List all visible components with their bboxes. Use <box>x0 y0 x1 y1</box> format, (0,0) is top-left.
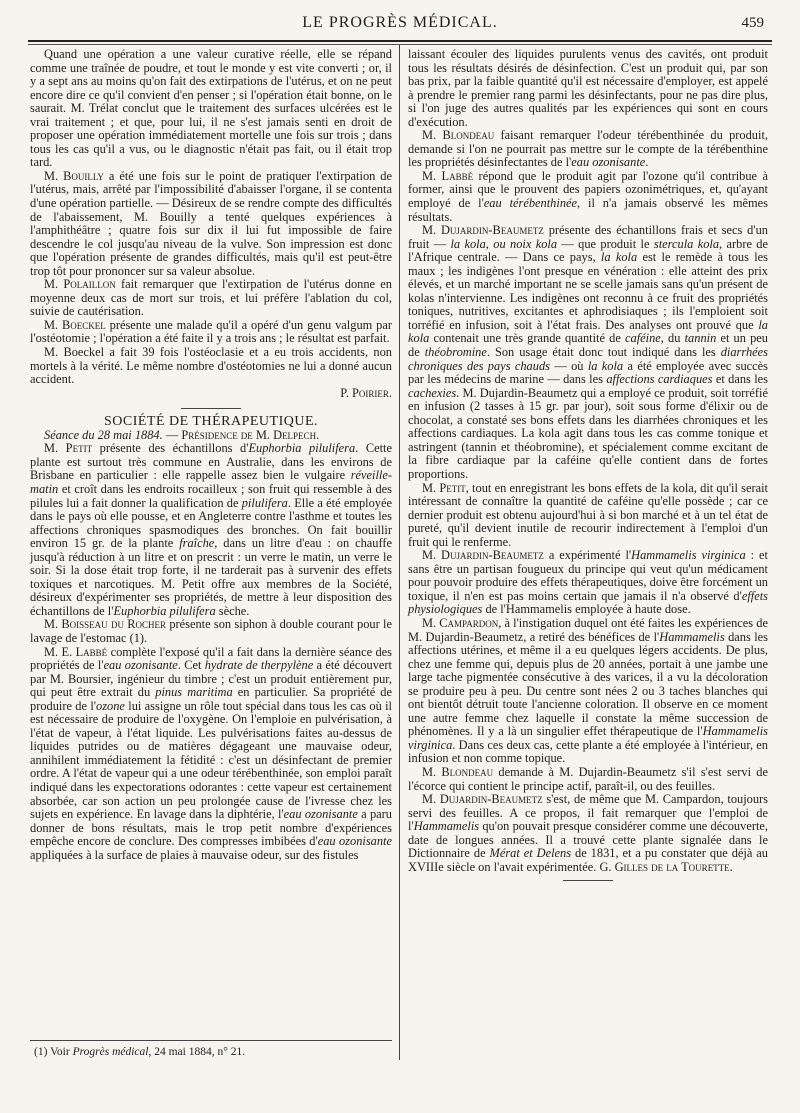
paragraph <box>30 278 392 319</box>
text-run: dans les affections utérines, et même il a eu quelques légers accidents. De plus, chez une femme qui, depuis plus de 20 années, portait à une jambe une large tache pigmentée consécutive à des varices, il a vu la décoloration se produire peu à peu. Du centre sont nées 2 ou 3 taches blanches qui ont bientôt détruit toute l'ancienne coloration. Il observe en ce moment une autre femme chez laquelle il constate la même succession de phénomènes. Il y a là un singulier effet thérapeutique de l' <box>408 629 768 739</box>
speaker-name: M. Petit <box>44 441 93 456</box>
text-run: et dans les <box>712 372 768 387</box>
paragraph <box>408 224 768 481</box>
italic-term: théobromine <box>424 345 487 360</box>
text-run: , dans un litre d'eau : on chauffe jusqu'à réduction à un litre et on prescrit : un verre le matin, un verre le soir. Si la dose était trop forte, il ne tarderait pas à survenir des effets toxiques et narcotiques. M. Petit offre aux membres de la Société, désireux d'expérimenter ses propriétés, de mettre à leur disposition des échantillons de l' <box>30 536 392 618</box>
paragraph-text: fait remarquer que l'extirpation de l'utérus donne en moyenne deux cas de mort sur trois, et lui préfère l'ablation du col, suivie de cautérisation. <box>30 277 392 319</box>
footnote <box>34 1046 394 1058</box>
text-run: . Cette plante est surtout très commune en Australie, dans les environs de Brisbane en particulier : elle rappelle assez bien le vulgaire <box>30 441 392 483</box>
italic-term: eau térébenthinée <box>483 196 578 211</box>
text-run: faisant remarquer l'odeur térébenthinée du produit, demande si l'on ne pourrait pas mettre sur le compte de la térébenthine les propriétés désinfectantes de l' <box>408 128 768 170</box>
right-column <box>408 48 768 881</box>
italic-term: eau ozonisante <box>283 807 358 822</box>
text-run: , à l'instigation duquel ont été faites les expériences de M. Dujardin-Beaumetz, a retiré des bénéfices de l' <box>408 615 768 644</box>
text-run: . Son usage était donc tout indiqué dans les <box>486 345 721 360</box>
speaker-name: M. Labbé <box>422 168 474 183</box>
text-run: a été découvert par M. Boursier, ingénieur du timbre ; c'est un produit entièrement pur, qui peut être extrait du <box>30 658 392 700</box>
text-run: de 1831, et a pu constater que déjà au XVIIIe siècle on l'avait expérimentée. <box>408 846 768 874</box>
text-run: a paru donner de bons résultats, mais le trop petit nombre d'expériences empêche encore de conclure. Des compresses imbibées d' <box>30 807 392 849</box>
speaker-name: M. Bouilly <box>44 168 104 183</box>
paragraph: Quand une opération a une valeur curative réelle, elle se répand comme une traînée de poudre, et tout le monde y est vite converti ; or, il y a sept ans au moins qu'on fait des extirpations de l'utérus, et on ne peut encore dire ce qu'il convient d'en penser ; si l'opération était bonne, on le saurait. M. Trélat conclut que le traitement des surfaces ulcérées est le vrai traitement ; et que, pour lui, il ne s'est jamais senti en droit de proposer une opération immédiatement mortelle une fois sur trois ; dans tous les cas qu'il a vus, ou le diagnostic n'était pas fait, ou il était trop tard. <box>30 47 392 170</box>
text-run: présente des échantillons d' <box>92 441 249 456</box>
speaker-name: M. Blondeau <box>422 128 495 143</box>
text-run: a expérimenté l' <box>543 548 632 563</box>
text-run: (1) Voir <box>34 1046 73 1058</box>
paragraph <box>408 549 768 617</box>
header-rule-thin <box>28 44 772 45</box>
italic-term: Progrès médical <box>72 1046 149 1058</box>
italic-term: pinus maritima <box>155 685 233 700</box>
text-run: et croît dans les endroits rocailleux ; son fruit qui ressemble à des pilules lui a fait donner la qualification de <box>30 481 392 510</box>
italic-term: la kola <box>600 250 638 265</box>
text-run: . Dans ces deux cas, cette plante a été employée à l'intérieur, en infusion et non comme topique. <box>408 737 768 766</box>
italic-term: Hammamelis virginica <box>631 548 746 563</box>
page-header <box>28 14 772 40</box>
italic-term: Euphorbia pilulifera <box>113 603 216 618</box>
paragraph <box>408 482 768 550</box>
italic-term: cachexies <box>408 385 457 400</box>
journal-title: LE PROGRÈS MÉDICAL. <box>302 14 498 31</box>
italic-term: la kola, ou noix kola <box>450 236 558 251</box>
italic-term: caféine <box>625 331 661 346</box>
paragraph <box>30 646 392 863</box>
paragraph: laissant écouler des liquides purulents venus des cavités, ont produit tous les résultats désirés de désinfection. C'est un produit qui, par son bas prix, par la faible quantité qu'il est nécessaire d'employer, est appelé à prendre le premier rang parmi les désinfectants, pour ne pas dire plus, si l'on juge des autres qualités par les expériences qui sont en cours d'exécution. <box>408 47 768 129</box>
text-run: lui assigne un rôle tout spécial dans tous les cas où il est nécessaire de produire de l'oxygène. On l'emploie en pulvérisation, à l'état de vapeur, à l'état liquide. Les pulvérisations faites au-dessus de liquides putrides ou de matières dégageant une mauvaise odeur, annihilent immédiatement la fétidité : c'est un désinfectant de premier ordre. A l'état de vapeur qui a une odeur térébenthinée, son emploi paraît indiqué dans les expectorations odorantes : cette vapeur est certainement absorbée, car son action un peu prolongée cause de l'ivresse chez les sujets en expérience. En lavage dans la diphtérie, l' <box>30 698 392 822</box>
session-line <box>30 429 392 443</box>
speaker-name: M. Petit <box>422 480 466 495</box>
text-run: . Elle a été employée dans le pays où elle pousse, et en Angleterre contre l'asthme et toutes les affections chroniques spasmodiques des bronches. On fait bouillir environ 15 gr. de la plante <box>30 495 392 551</box>
italic-term: eau ozonisante <box>317 834 392 849</box>
text-run: , tout en enregistrant les bons effets de la kola, dit qu'il serait intéressant de connaître la quantité de caféine qu'elle possède ; car ce dernier produit est obtenu aujourd'hui à si bon marché et à un tel état de pureté, qu'il devient inutile de recourir indirectement à l'emploi d'un fruit qui le renferme. <box>408 480 768 549</box>
header-rule <box>28 40 772 42</box>
speaker-name: M. Polaillon <box>44 277 116 292</box>
paragraph <box>408 766 768 793</box>
italic-term: ozone <box>96 698 125 713</box>
text-run: . M. Dujardin-Beaumetz qui a employé ce produit, soit torréfié en infusion (2 tasses à 15 gr. par jour), soit sous forme d'élixir ou de chocolat, a constaté ses bons effets dans les diarrhées chroniques et les affections cardiaques. La kola agit dans tous les cas comme tonique et astringent (tannin et théobromine), et spécialement comme excitant de la fibre cardiaque par la caféine qu'elle contient dans de fortes proportions. <box>408 385 768 481</box>
italic-term: eau ozonisante <box>571 155 646 170</box>
italic-term: la kola <box>587 358 624 373</box>
italic-term: la kola <box>408 317 768 346</box>
paragraph <box>30 170 392 278</box>
text-run: contenait une très grande quantité de <box>429 331 625 346</box>
text-run: présente des échantillons frais et secs d'un fruit — <box>408 223 769 251</box>
paragraph-text: présente une malade qu'il a opéré d'un genu valgum par l'ostéotomie ; l'opération a été faite il y a trois ans ; le résultat est parfait. <box>30 317 392 346</box>
column-separator <box>399 45 400 1060</box>
paragraph <box>408 617 768 766</box>
italic-term: Mérat et Delens <box>489 846 572 861</box>
paragraph <box>30 442 392 618</box>
text-run: présente son siphon à double courant pour le lavage de l'estomac (1). <box>30 617 392 645</box>
speaker-name: M. Boeckel <box>44 317 106 332</box>
author-signature: G. Gilles de la Tourette. <box>599 859 733 874</box>
author-signature: P. Poirier. <box>340 385 392 400</box>
italic-term: fraîche <box>179 536 215 551</box>
italic-term: hydrate de therpylène <box>204 658 314 673</box>
paragraph <box>30 319 392 346</box>
text-run: complète l'exposé qu'il a fait dans la dernière séance des propriétés de l' <box>30 644 392 673</box>
italic-term: effets physiologiques <box>408 588 768 617</box>
end-divider <box>563 880 613 881</box>
speaker-name: M. E. Labbé <box>44 644 108 659</box>
paragraph-text: a été une fois sur le point de pratiquer l'extirpation de l'utérus, mais, arrêté par l'impossibilité d'abaisser l'organe, il se contenta d'une opération partielle. — Désireux de se rendre compte des difficultés de l'abaissement, M. Bouilly a tenté quelques expériences à l'amphithéâtre ; quatre fois sur dix il lui fut impossible de faire descendre le col jusqu'au niveau de la vulve. Son impression est donc que l'opération présente de grandes difficultés, mais qu'il est peut-être trop tôt pour prononcer sur sa valeur absolue. <box>30 168 392 278</box>
speaker-name: M. Blondeau <box>422 764 494 779</box>
text-run: appliquées à la surface de plaies à mauvaise odeur, sur des fistules <box>30 847 359 862</box>
text-run: demande à M. Dujardin-Beaumetz s'il s'est servi de l'écorce qui contient le principe actif, paraît-il, ou des feuilles. <box>408 764 768 793</box>
italic-term: stercula kola <box>653 236 720 251</box>
italic-term: diarrhées chroniques des pays chauds <box>408 345 768 373</box>
paragraph: M. Boeckel a fait 39 fois l'ostéoclasie et a eu trois accidents, non mortels à la vérité. Le même nombre d'ostéotomies ne lui a donné aucun accident. <box>30 345 392 387</box>
text-run: répond que le produit agit par l'ozone qu'il contribue à former, ainsi que le prouvent des papiers ozonimétriques, et, qu'ayant employé de l' <box>408 168 768 211</box>
section-title: SOCIÉTÉ DE THÉRAPEUTIQUE. <box>103 414 319 430</box>
italic-term: affections cardiaques <box>606 372 713 387</box>
italic-term: pilulifera <box>241 495 288 510</box>
paragraph <box>408 170 768 224</box>
paragraph <box>408 129 768 170</box>
italic-term: Euphorbia pilulifera <box>248 441 356 456</box>
text-run: — où <box>549 358 588 373</box>
italic-term: tannin <box>684 331 717 346</box>
italic-term: réveille-matin <box>30 468 392 496</box>
speaker-name: M. Dujardin-Beaumetz <box>422 792 543 807</box>
italic-term: Hammamelis virginica <box>408 724 768 752</box>
text-run: en particulier. Sa propriété de produire de l' <box>30 685 392 713</box>
text-run: . <box>645 155 649 170</box>
text-run: , du <box>660 331 685 346</box>
paragraph <box>30 618 392 645</box>
text-run: a été employée avec succès par les médecins de marine — dans les <box>408 358 769 387</box>
text-run: et un peu de <box>408 331 768 360</box>
text-run: sèche. <box>215 603 250 618</box>
italic-term: Hammamelis <box>413 819 480 834</box>
speaker-name: M. Dujardin-Beaumetz <box>422 223 544 238</box>
italic-term: Hammamelis <box>659 629 725 644</box>
speaker-name: M. Campardon <box>422 615 499 630</box>
text-run: , arbre de l'Afrique centrale. — Dans ce pays, <box>408 236 768 265</box>
text-run: , 24 mai 1884, n° 21. <box>148 1046 246 1058</box>
footnote-divider <box>30 1040 392 1041</box>
text-run: qu'on pouvait presque considérer comme une découverte, date de longues années. Il a trouvé cette plante signalée dans le Dictionnaire de <box>408 819 768 861</box>
section-divider <box>181 408 241 409</box>
text-run: de l'Hammamelis employée à haute dose. <box>482 602 691 617</box>
session-date: Séance du 28 mai 1884. <box>44 427 163 442</box>
speaker-name: M. Boisseau du Rocher <box>44 617 167 632</box>
italic-term: eau ozonisante <box>103 658 178 673</box>
text-run: . Cet <box>177 658 205 673</box>
text-run: , il n'a jamais observé les mêmes résultats. <box>408 196 769 224</box>
text-run: : et sans être un partisan fougueux du principe qui veut qu'un médicament pour pouvoir produire des effets thérapeutiques, doive être forcément un toxique, il n'en est pas moins certain que jamais il n'a observé d' <box>408 548 768 603</box>
speaker-name: M. Dujardin-Beaumetz <box>422 548 544 563</box>
text-run: s'est, de même que M. Campardon, toujours servi des feuilles. A ce propos, il fait remarquer que l'emploi de l' <box>408 792 768 834</box>
presidency: — Présidence de M. Delpech. <box>162 427 320 442</box>
text-run: est le remède à tous les maux ; les indigènes l'ont presque en vénération : elle atteint des prix élevés, et un marché important ne se scelle jamais sans qu'un présent de kolas n'intervienne. Les indigènes ont reconnu à ce fruit des propriétés toniques, nutritives, excitantes et aphrodisiaques ; ils l'emploient soit torréfié en infusion, soit à l'état frais. Des analyses ont prouvé que <box>408 250 769 332</box>
page-number: 459 <box>741 15 764 31</box>
paragraph <box>408 793 768 874</box>
text-run: — que produit le <box>557 236 654 251</box>
left-column <box>30 48 392 862</box>
